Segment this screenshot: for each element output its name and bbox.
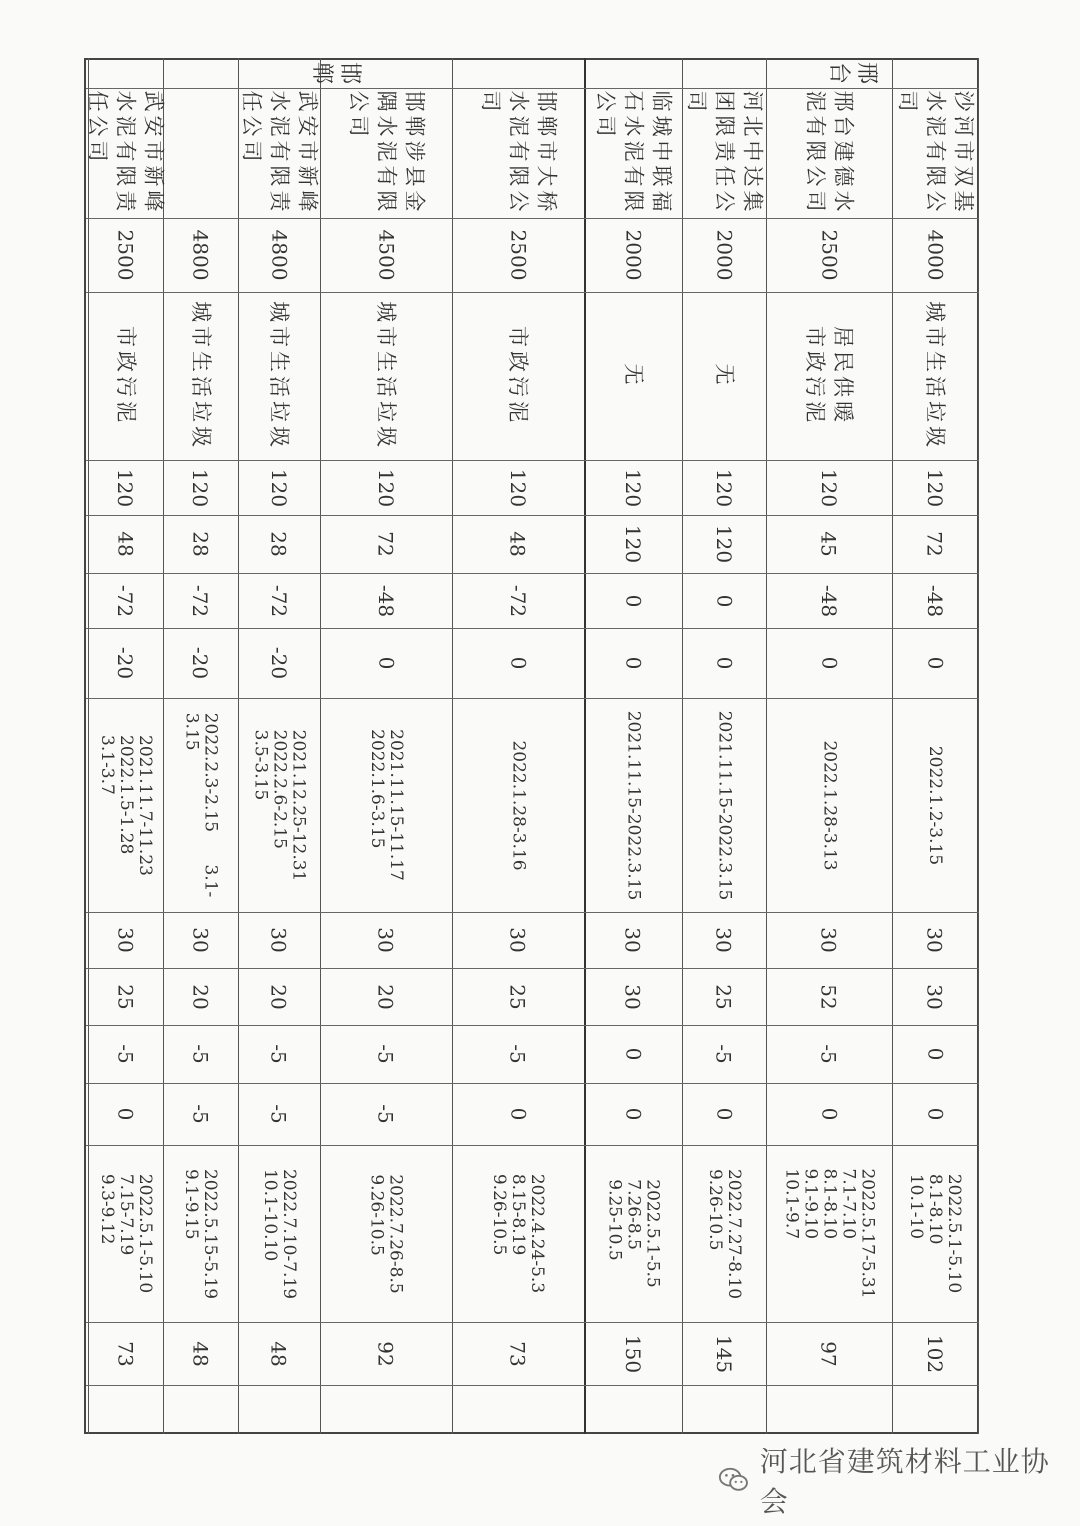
cell-text: -5 [711,1044,736,1064]
table-cell [584,460,682,515]
table-cell [766,628,892,698]
table-cell [452,912,584,968]
cell-text: -72 [188,584,213,617]
cell-text: 102 [923,1334,947,1373]
cell-text: 2022.5.1-5.5 7.26-8.5 9.25-10.5 [604,1179,663,1288]
table-cell [452,515,584,573]
cell-text: 120 [712,524,736,564]
cell-text: 120 [712,468,736,507]
table-cell [682,1025,766,1083]
cell-text: 48 [266,1340,291,1367]
cell-text: 2000 [712,229,736,281]
table-cell [892,912,978,968]
cell-text: 邯郸涉县金 隅水泥有限 公司 [346,90,426,216]
cell-text: -5 [373,1104,398,1124]
cell-text: 2022.7.10-7.19 10.1-10.10 [260,1168,299,1299]
cell-text: 2022.1.2-3.15 [925,745,946,865]
cell-text: 20 [188,983,213,1010]
table-cell [163,515,238,573]
table-cell [892,573,978,628]
cell-text: 120 [817,468,841,507]
cell-text: 2022.7.27-8.10 9.26-10.5 [705,1168,744,1299]
table-cell [682,573,766,628]
table-cell [766,1145,892,1322]
cell-text: 30 [188,927,213,953]
table-cell [584,292,682,460]
table-cell [163,460,238,515]
table-cell [320,88,452,218]
cell-text: 30 [816,927,841,953]
table-cell [584,1145,682,1322]
cell-text: 4500 [374,229,398,281]
cell-text: 120 [506,468,530,507]
table-cell [88,218,163,292]
cell-text: 25 [711,983,736,1010]
cell-text: 0 [711,656,736,670]
cell-text: 0 [620,594,645,607]
cell-text: 120 [188,468,213,507]
table-cell [452,1025,584,1083]
table-cell [584,628,682,698]
table-cell [766,218,892,292]
table-cell [88,1083,163,1145]
cell-text: 72 [922,531,947,557]
cell-text: 0 [373,656,398,670]
cell-text: 25 [113,983,138,1010]
cell-text: 30 [711,927,736,953]
cell-text: 2022.1.28-3.13 [819,739,840,871]
cell-text: 48 [505,531,530,557]
table-cell [584,88,682,218]
table-cell [452,88,584,218]
table-cell [766,515,892,573]
table-cell [163,628,238,698]
cell-text: 30 [373,927,398,953]
table-cell [320,912,452,968]
table-cell [682,1322,766,1385]
table-cell [766,912,892,968]
cell-text: 73 [505,1340,530,1367]
table-cell [238,1322,320,1385]
table-cell [584,573,682,628]
region-xingtai [730,60,975,88]
table-cell [320,573,452,628]
cell-text: 97 [816,1340,841,1367]
cell-text: 48 [188,1340,213,1367]
cell-text: 0 [113,1107,138,1121]
cell-text: -5 [266,1104,291,1124]
table-cell [452,1145,584,1322]
cell-text: 120 [621,524,645,564]
cell-text: 4000 [923,229,947,281]
cell-text: 无 [712,363,736,389]
table-cell [88,628,163,698]
cell-text: 4800 [267,229,291,281]
cell-text: 120 [267,468,291,507]
table-cell [892,88,978,218]
table-cell [238,88,320,218]
cell-text: -20 [113,646,138,680]
table-cell [163,218,238,292]
cell-text: 120 [621,468,645,507]
table-cell [238,628,320,698]
region-handan [88,60,582,88]
table-cell [452,218,584,292]
table-cell [682,515,766,573]
cell-text: 城市生活垃圾 [923,301,947,451]
cell-text: 30 [922,927,947,953]
table-cell [163,88,238,218]
cell-text: 无 [621,363,645,389]
table-cell [163,292,238,460]
cell-text: 2022.5.17-5.31 7.1-7.10 8.1-8.10 9.1-9.10 10.1-9.7 [781,1168,878,1299]
table-cell [88,1145,163,1322]
table-cell [892,1025,978,1083]
cell-text: 市政污泥 [113,326,138,426]
cell-text: 武安市新峰 水泥有限责 任公司 [239,90,319,216]
cell-text: -20 [267,646,291,680]
table-cell [584,1083,682,1145]
table-cell [584,1322,682,1385]
cell-text: 邯郸市大桥 水泥有限公 司 [478,90,558,216]
cell-text: 0 [816,656,841,670]
table-cell [85,88,166,218]
cell-text: 28 [266,531,291,557]
table-cell [320,1083,452,1145]
cell-text: -5 [505,1044,530,1064]
table-cell [892,698,978,912]
table-cell [766,1322,892,1385]
table-cell [892,628,978,698]
table-cell [320,968,452,1025]
cell-text: 0 [620,656,645,670]
table-cell [892,1145,978,1322]
cell-text: 2022.1.28-3.16 [508,739,529,871]
cell-text: 30 [620,927,645,953]
table-cell [892,292,978,460]
table-cell [320,460,452,515]
cell-text: -5 [266,1044,291,1064]
table-cell [682,628,766,698]
cell-text: 城市生活垃圾 [374,301,398,451]
wechat-icon [718,1465,750,1495]
cell-text: 2021.11.15-2022.3.15 [623,710,644,900]
cell-text: 武安市新峰 水泥有限责 任公司 [85,90,166,216]
cell-text: 2500 [113,229,138,281]
cell-text: 2022.5.15-5.19 9.1-9.15 [181,1168,221,1299]
cell-text: -20 [188,646,213,680]
table-cell [320,628,452,698]
cell-text: -5 [816,1044,841,1064]
table-cell [88,698,163,912]
table-cell [584,1025,682,1083]
cell-text: 52 [816,983,841,1010]
cell-text: 120 [374,468,398,507]
table-cell [88,1025,163,1083]
cell-text: 2022.4.24-5.3 8.15-8.19 9.26-10.5 [489,1173,548,1294]
watermark [718,1445,1058,1518]
table-cell [238,968,320,1025]
cell-text: 0 [922,656,947,670]
cell-text: 临城中联福 石水泥有限 公司 [593,90,673,216]
table-cell [163,1145,238,1322]
table-cell [163,573,238,628]
table-cell [452,292,584,460]
cell-text: 0 [922,1047,947,1061]
table-cell [320,1025,452,1083]
cell-text: 2021.11.15-2022.3.15 [714,710,735,900]
cell-text: 4800 [188,229,213,281]
table-cell [766,698,892,912]
cell-text: 72 [373,531,398,557]
table-cell [163,912,238,968]
cell-text: 2021.11.7-11.23 2022.1.5-1.28 3.1-3.7 [97,734,155,876]
table-cell [892,1322,978,1385]
cell-text: 城市生活垃圾 [267,301,291,451]
table-cell [584,698,682,912]
cell-text: 145 [712,1334,736,1373]
cell-text: 2022.7.26-8.5 9.26-10.5 [367,1173,406,1294]
table-cell [163,698,238,912]
table-cell [892,968,978,1025]
cell-text: 0 [620,1047,645,1061]
cell-text: 30 [113,927,138,953]
table-cell [682,88,766,218]
table-cell [88,515,163,573]
cell-text: 邢台建德水 泥有限公司 [803,90,855,216]
cell-text: 0 [711,594,736,607]
cell-text: 居民供暖 市政污泥 [803,326,855,426]
table-cell [320,1145,452,1322]
table-cell [238,1145,320,1322]
cell-text: -48 [374,584,398,617]
cell-text: 45 [816,531,841,557]
table-cell [163,1322,238,1385]
cell-text: 河北中达集 团限责任公 司 [684,90,764,216]
cell-text: 0 [620,1107,645,1121]
cell-text: -48 [923,584,947,617]
table-cell [320,698,452,912]
table-cell [452,460,584,515]
cell-text: 25 [505,983,530,1010]
table-cell [892,1083,978,1145]
table-cell [682,912,766,968]
table-cell [163,968,238,1025]
table-cell [682,292,766,460]
cell-text: -5 [113,1044,138,1064]
table-cell [682,1145,766,1322]
cell-text: 150 [621,1334,645,1373]
table-cell [320,218,452,292]
cell-text: 2022.2.3-2.15 3.1- 3.15 [181,712,221,898]
cell-text: 沙河市双基 水泥有限公 司 [895,90,975,216]
table-cell [238,218,320,292]
table-cell [238,698,320,912]
cell-text: -72 [267,584,291,617]
cell-text: 2000 [621,229,645,281]
table-cell [766,573,892,628]
table-cell [682,698,766,912]
table-cell [88,460,163,515]
table-cell [452,628,584,698]
table-cell [238,515,320,573]
row-divider [978,58,979,1434]
table-cell [766,292,892,460]
table-cell [766,460,892,515]
cell-text: 2021.12.25-12.31 2022.2.6-2.15 3.5-3.15 [250,729,309,881]
cell-text: 73 [113,1340,138,1367]
table-cell [88,968,163,1025]
cell-text: 市政污泥 [506,326,530,426]
table-cell [682,968,766,1025]
table-cell [584,968,682,1025]
cell-text: 28 [188,531,213,557]
table-cell [163,1025,238,1083]
table-cell [238,573,320,628]
cell-text: 2022.5.1-5.10 7.15-7.19 9.3-9.12 [97,1173,155,1294]
cell-text: 92 [373,1340,398,1367]
table-cell [584,515,682,573]
table-cell [88,912,163,968]
table-cell [452,698,584,912]
cell-text: -72 [113,584,138,617]
cell-text: 城市生活垃圾 [188,301,213,451]
cell-text: 30 [266,927,291,953]
table-cell [88,1322,163,1385]
cell-text: 48 [113,531,138,557]
cell-text: 30 [922,983,947,1010]
cell-text: -48 [817,584,841,617]
table-cell [584,218,682,292]
table-cell [766,1025,892,1083]
table-cell [892,460,978,515]
cell-text: -72 [506,584,530,617]
watermark-text: 河北省建筑材料工业协会 [759,1445,1050,1518]
cell-text: 120 [923,468,947,507]
table-cell [238,1025,320,1083]
table-cell [452,1322,584,1385]
cell-text: 30 [505,927,530,953]
table-cell [238,1083,320,1145]
region-label: 邢 台 [826,61,880,87]
cell-text: 20 [266,983,291,1010]
table-cell [320,515,452,573]
cell-text: 0 [922,1107,947,1121]
table-cell [766,968,892,1025]
cell-text: 30 [620,983,645,1010]
cell-text: 0 [711,1107,736,1121]
table-cell [88,292,163,460]
column-divider [86,1385,979,1386]
table-cell [682,460,766,515]
table-cell [766,1083,892,1145]
cell-text: -5 [188,1104,213,1124]
table-cell [892,218,978,292]
table-cell [238,460,320,515]
cell-text: 2021.11.15-11.17 2022.1.6-3.15 [367,729,406,881]
cell-text: 20 [373,983,398,1010]
table-cell [452,573,584,628]
table-cell [452,968,584,1025]
cell-text: 0 [505,1107,530,1121]
table-cell [682,218,766,292]
cell-text: 2500 [817,229,841,281]
table-cell [452,1083,584,1145]
region-label: 邯 郸 [308,61,362,87]
cell-text: -5 [373,1044,398,1064]
table-cell [88,573,163,628]
table-cell [320,1322,452,1385]
table-cell [238,912,320,968]
table-cell [163,1083,238,1145]
table-cell [682,1083,766,1145]
table-cell [892,515,978,573]
cell-text: -5 [188,1044,213,1064]
table-cell [584,912,682,968]
table-cell [320,292,452,460]
cell-text: 0 [816,1107,841,1121]
cell-text: 2022.5.1-5.10 8.1-8.10 10.1-10 [906,1173,965,1294]
cell-text: 0 [505,656,530,670]
cell-text: 120 [113,468,138,507]
table-cell [766,88,892,218]
table-cell [238,292,320,460]
cell-text: 2500 [506,229,530,281]
